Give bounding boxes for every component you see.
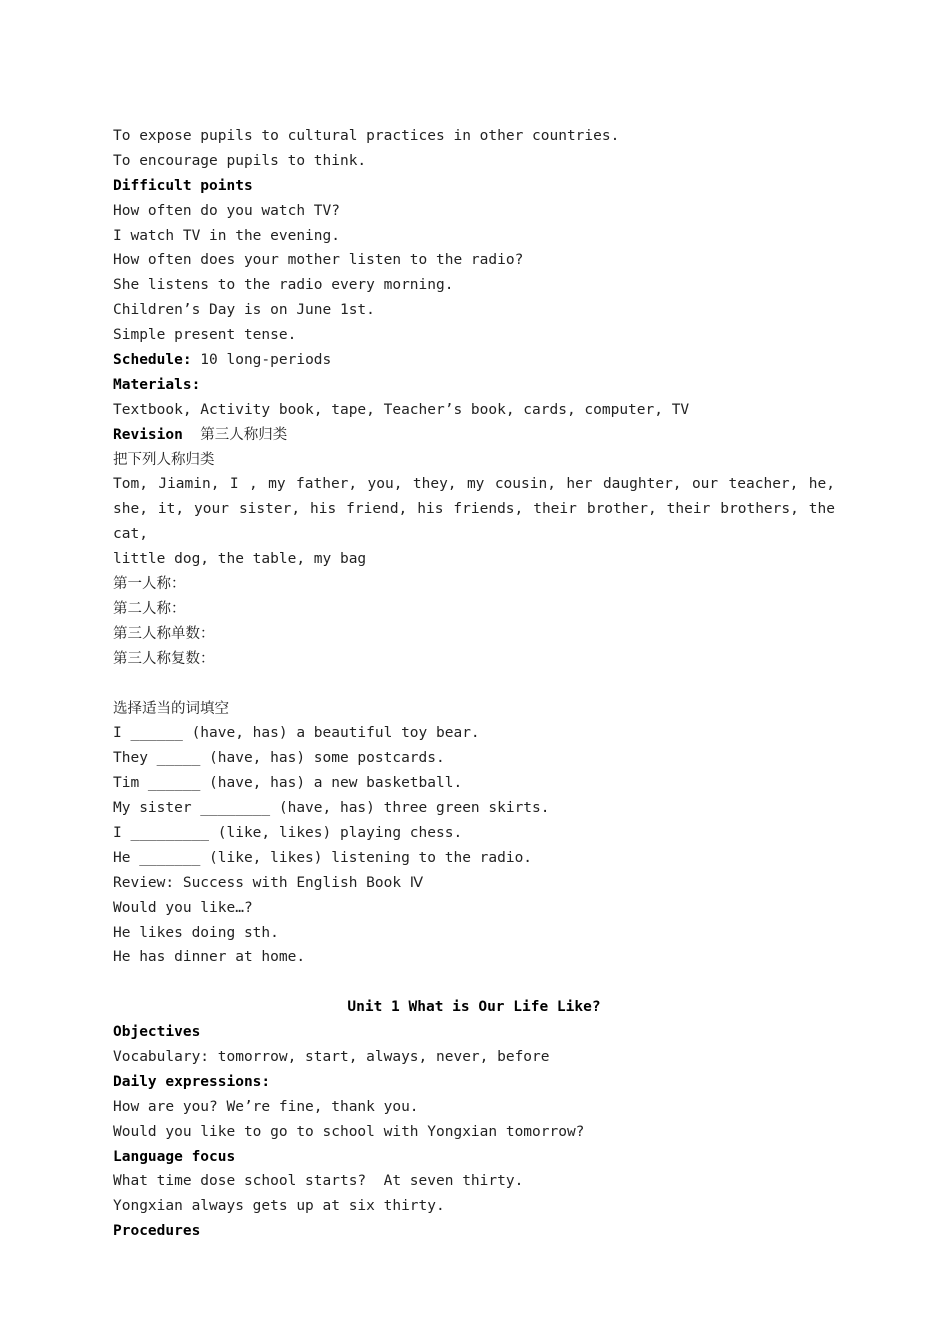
- daily-expressions-heading: Daily expressions:: [113, 1073, 271, 1090]
- daily-expression-line: Would you like to go to school with Yongxian tomorrow?: [113, 1123, 585, 1140]
- objective-line: To encourage pupils to think.: [113, 152, 367, 169]
- review-line: Would you like…?: [113, 899, 253, 916]
- difficult-point-line: I watch TV in the evening.: [113, 227, 340, 244]
- review-line: He has dinner at home.: [113, 949, 306, 966]
- difficult-point-line: How often does your mother listen to the radio?: [113, 252, 524, 269]
- difficult-points-heading: Difficult points: [113, 177, 253, 194]
- procedures-heading: Procedures: [113, 1223, 201, 1240]
- objective-line: To expose pupils to cultural practices in other countries.: [113, 128, 620, 144]
- materials-heading: Materials:: [113, 376, 201, 393]
- language-focus-line: What time dose school starts? At seven thirty.: [113, 1173, 524, 1190]
- daily-expression-line: How are you? We’re fine, thank you.: [113, 1098, 419, 1115]
- difficult-point-line: Children’s Day is on June 1st.: [113, 302, 375, 319]
- revision-word-list: Tom, Jiamin, I , my father, you, they, my cousin, her daughter, our teacher, he, she, it, your sister, his friend, his friends, their brother, their brothers, the cat,: [113, 476, 835, 543]
- person-category: 第三人称单数：: [113, 625, 215, 642]
- spacer: [113, 672, 835, 697]
- revision-instruction: 把下列人称归类: [113, 451, 215, 468]
- person-category: 第二人称：: [113, 600, 186, 617]
- review-line: He likes doing sth.: [113, 924, 279, 941]
- review-line: Review: Success with English Book Ⅳ: [113, 874, 424, 891]
- difficult-point-line: Simple present tense.: [113, 327, 297, 344]
- schedule-label: Schedule:: [113, 352, 192, 369]
- language-focus-line: Yongxian always gets up at six thirty.: [113, 1198, 445, 1215]
- difficult-point-line: How often do you watch TV?: [113, 202, 340, 219]
- objectives-heading: Objectives: [113, 1024, 201, 1041]
- revision-label: Revision: [113, 426, 183, 443]
- revision-topic: 第三人称归类: [182, 426, 288, 443]
- materials-list: Textbook, Activity book, tape, Teacher’s book, cards, computer, TV: [113, 401, 690, 418]
- schedule-line: [113, 348, 835, 373]
- fill-blank-item: He _______ (like, likes) listening to the radio.: [113, 849, 533, 866]
- spacer: [113, 970, 835, 995]
- schedule-value: 10 long-periods: [191, 352, 332, 369]
- document-body: [113, 124, 835, 1244]
- unit-title: Unit 1 What is Our Life Like?: [347, 999, 601, 1016]
- fill-blank-item: Tim ______ (have, has) a new basketball.: [113, 775, 463, 792]
- language-focus-heading: Language focus: [113, 1148, 236, 1165]
- difficult-point-line: She listens to the radio every morning.: [113, 277, 454, 294]
- fill-blanks-title: 选择适当的词填空: [113, 700, 229, 717]
- person-category: 第三人称复数：: [113, 650, 215, 667]
- revision-word-list-end: little dog, the table, my bag: [113, 551, 367, 568]
- person-category: 第一人称：: [113, 576, 186, 593]
- fill-blank-item: I _________ (like, likes) playing chess.: [113, 824, 463, 841]
- revision-line: [113, 423, 835, 448]
- vocabulary-line: Vocabulary: tomorrow, start, always, never, before: [113, 1049, 550, 1065]
- fill-blank-item: They _____ (have, has) some postcards.: [113, 750, 445, 767]
- fill-blank-item: I ______ (have, has) a beautiful toy bear.: [113, 725, 480, 742]
- fill-blank-item: My sister ________ (have, has) three green skirts.: [113, 800, 550, 817]
